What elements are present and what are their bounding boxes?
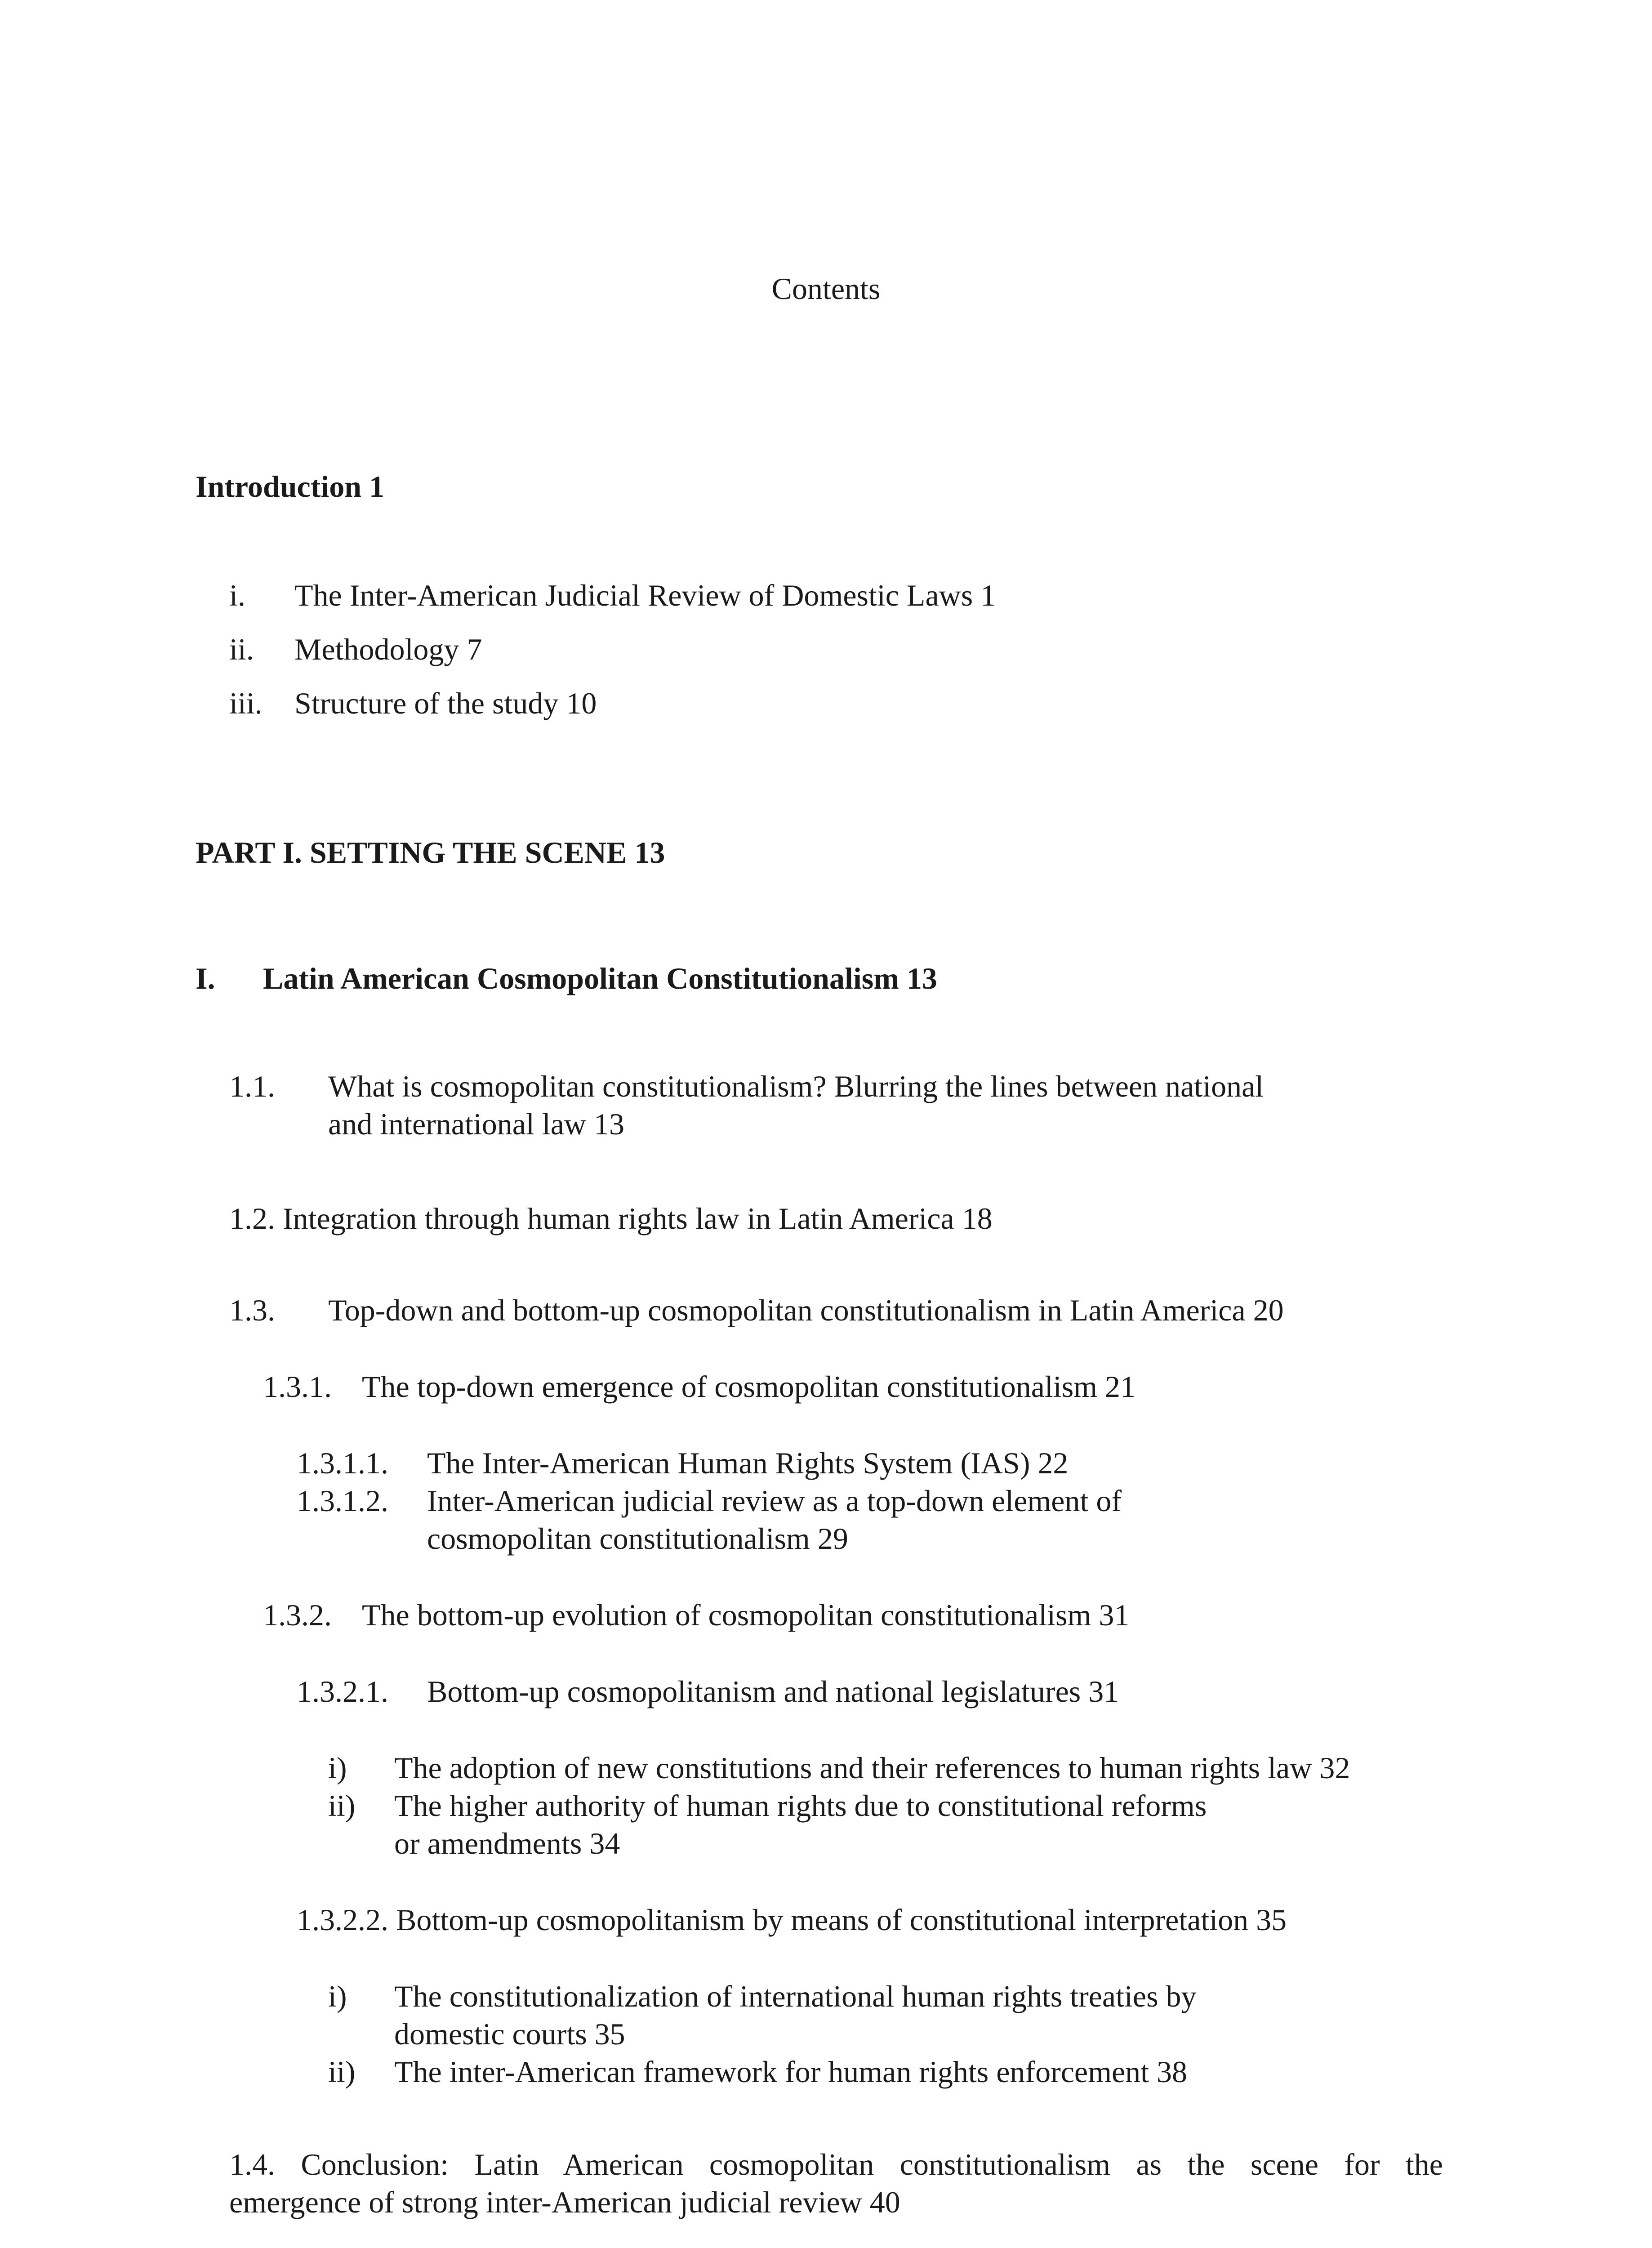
section-1-2: 1.2. Integration through human rights law in Latin America 18: [229, 1201, 993, 1236]
subitem-1-3-2-1-ii-line1: The higher authority of human rights due to constitutional reforms: [394, 1789, 1207, 1823]
section-1-3-1-1-num: 1.3.1.1.: [297, 1446, 388, 1480]
subitem-1-3-2-1-ii-line2: or amendments 34: [394, 1826, 620, 1860]
introduction-heading: Introduction 1: [196, 469, 385, 504]
section-1-3-2-text: The bottom-up evolution of cosmopolitan constitutionalism 31: [362, 1598, 1130, 1632]
section-1-3-2-num: 1.3.2.: [263, 1598, 332, 1632]
section-1-3-1-2-line1: Inter-American judicial review as a top-down element of: [427, 1484, 1122, 1518]
section-1-3-1-num: 1.3.1.: [263, 1369, 332, 1404]
subitem-1-3-2-2-ii-text: The inter-American framework for human rights enforcement 38: [394, 2055, 1188, 2089]
part-1-heading: PART I. SETTING THE SCENE 13: [196, 835, 665, 870]
section-1-3-num: 1.3.: [229, 1293, 275, 1327]
subitem-1-3-2-2-i-line2: domestic courts 35: [394, 2017, 625, 2051]
subitem-1-3-2-1-i-num: i): [328, 1751, 347, 1785]
section-1-3-1-text: The top-down emergence of cosmopolitan constitutionalism 21: [362, 1369, 1136, 1404]
section-1-4-line2: emergence of strong inter-American judicial review 40: [229, 2185, 900, 2219]
chapter-1-num: I.: [196, 961, 215, 995]
intro-item-1-text: The Inter-American Judicial Review of Domestic Laws 1: [294, 578, 996, 612]
page-title: Contents: [771, 272, 881, 306]
subitem-1-3-2-1-i-text: The adoption of new constitutions and their references to human rights law 32: [394, 1751, 1350, 1785]
subitem-1-3-2-1-ii-num: ii): [328, 1789, 356, 1823]
intro-item-1-num: i.: [229, 578, 245, 612]
subitem-1-3-2-2-i-num: i): [328, 1979, 347, 2013]
section-1-1-line2: and international law 13: [328, 1107, 625, 1141]
intro-item-2-text: Methodology 7: [294, 632, 482, 666]
section-1-3-1-2-line2: cosmopolitan constitutionalism 29: [427, 1521, 848, 1556]
section-1-3-2-1-text: Bottom-up cosmopolitanism and national legislatures 31: [427, 1674, 1119, 1708]
section-1-1-num: 1.1.: [229, 1069, 275, 1103]
section-1-3-2-2: 1.3.2.2. Bottom-up cosmopolitanism by means of constitutional interpretation 35: [297, 1903, 1287, 1937]
intro-item-2-num: ii.: [229, 632, 254, 666]
chapter-1-title: Latin American Cosmopolitan Constitutionalism 13: [263, 961, 937, 995]
section-1-1-line1: What is cosmopolitan constitutionalism? Blurring the lines between national: [328, 1069, 1264, 1103]
intro-item-3-text: Structure of the study 10: [294, 686, 597, 720]
intro-item-3-num: iii.: [229, 686, 263, 720]
subitem-1-3-2-2-i-line1: The constitutionalization of international human rights treaties by: [394, 1979, 1197, 2013]
subitem-1-3-2-2-ii-num: ii): [328, 2055, 356, 2089]
section-1-3-2-1-num: 1.3.2.1.: [297, 1674, 388, 1708]
section-1-3-text: Top-down and bottom-up cosmopolitan constitutionalism in Latin America 20: [328, 1293, 1284, 1327]
section-1-4-line1: 1.4. Conclusion: Latin American cosmopolitan constitutionalism as the scene for the: [229, 2147, 1443, 2181]
section-1-3-1-1-text: The Inter-American Human Rights System (IAS) 22: [427, 1446, 1069, 1480]
section-1-3-1-2-num: 1.3.1.2.: [297, 1484, 388, 1518]
